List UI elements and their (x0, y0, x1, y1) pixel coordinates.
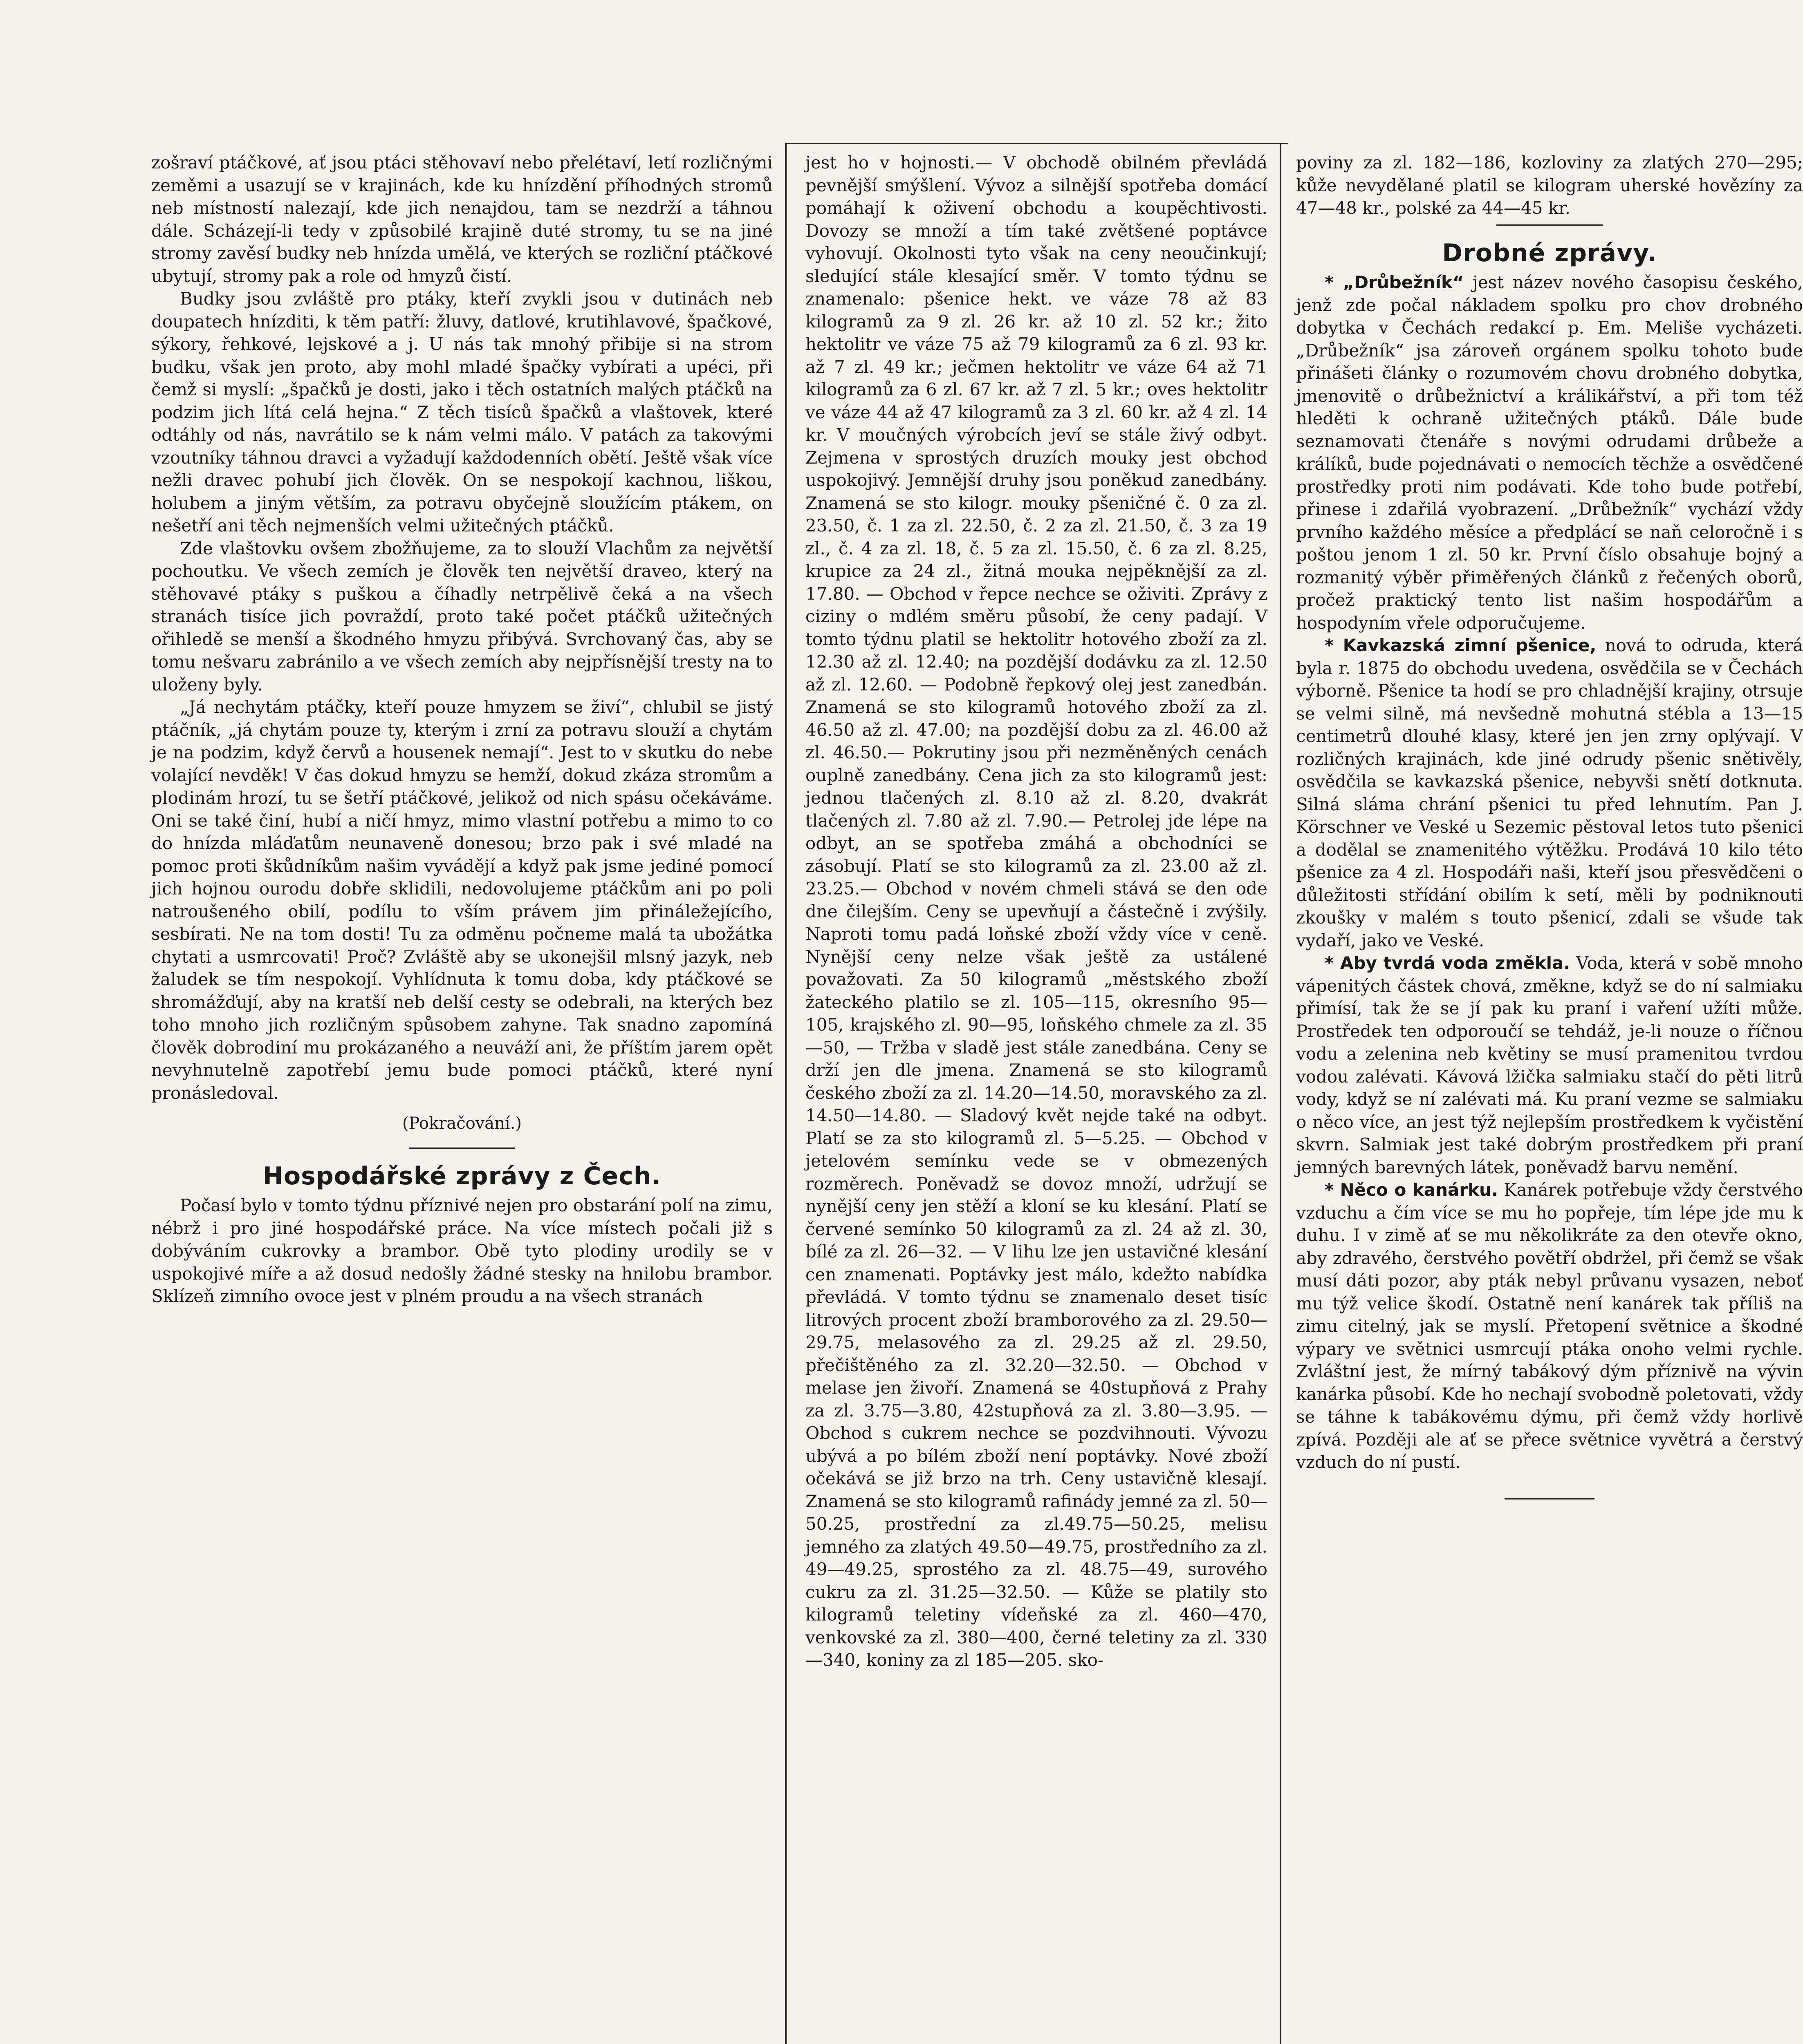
news-item (1296, 1179, 1803, 1474)
column-3 (1296, 151, 1803, 2044)
news-item (1296, 634, 1803, 952)
column-2 (805, 151, 1267, 2044)
paragraph: Budky jsou zvláště pro ptáky, kteří zvykli jsou v dutinách neb doupatech hnízditi, k těm patří: žluvy, datlové, krutihlavové, špačkové, sýkory, řehkové, lejskové a j. U nás tak mnohý přibije si na strom budku, však jen proto, aby mohl mladé špačky vybírati a upéci, při čemž si myslí: „špačků je dosti, jako i těch ostatních malých ptáčků na podzim jich lítá celá hejna.“ Z těch tisíců špačků a vlaštovek, které odtáhly od nás, navrátilo se k nám velmi málo. V patách za takovými vzoutníky táhnou dravci a vyžadují každodenních obětí. Ještě však více nežli dravec pohubí jich člověk. On se nespokojí kachnou, liškou, holubem a jiným větším, za potravu obyčejně sloužícím ptákem, on nešetří ani těch nejmenších velmi užitečných ptáčků. (151, 289, 773, 536)
news-item-title: * Aby tvrdá voda změkla. (1325, 953, 1570, 973)
paragraph: zošraví ptáčkové, ať jsou ptáci stěhovaví nebo přelétaví, letí rozličnými zeměmi a usazují se v krajinách, kde ku hnízdění příhodných stromů neb místností nalezají, kde jich nenajdou, tam se nezdrží a táhnou dále. Scházejí-li tedy v způsobilé krajině duté stromy, tu se na jiné stromy zavěsí budky neb hnízda umělá, ve kterých se rozliční ptáčkové ubytují, stromy pak a role od hmyzů čistí. (151, 152, 773, 286)
news-item (1296, 271, 1803, 634)
paragraph: poviny za zl. 182—186, kozloviny za zlatých 270—295; kůže nevydělané platil se kilogram uherské hovězíny za 47—48 kr., polské za 44—45 kr. (1296, 152, 1803, 218)
column-divider-2 (1280, 143, 1281, 2044)
section-rule (409, 1148, 515, 1149)
news-item-text: jest název nového časopisu českého, jenž zde počal nákladem spolku pro chov drobného dobytka v Čechách redakcí p. Em. Meliše vycházeti. „Drůbežník“ jsa zároveň orgánem spolku tohoto bude přinášeti články o rozumovém chovu drobného dobytka, jmenovitě o drůbežnictví a králikářství, a při tom též hleděti k ochraně užitečných ptáků. Dále bude seznamovati čtenáře s novými odrudami drůbeže a králíků, bude pojednávati o nemocích těchže a osvědčené prostředky proti nim podávati. Kde toho bude potřebí, přinese i zdařilá vyobrazení. „Drůbežník“ vychází vždy prvního každého měsíce a předplácí se naň celoročně i s poštou jenom 1 zl. 50 kr. První číslo obsahuje bojný a rozmanitý výběr přiměřených článků z řečených oborů, pročež praktický tento list našim hospodářům a hospodyním vřele odporučujeme. (1296, 272, 1803, 633)
continued-note: (Pokračování.) (402, 1114, 522, 1133)
section-heading-short-news: Drobné zprávy. (1442, 238, 1657, 267)
news-item (1296, 952, 1803, 1179)
news-item-title: * Něco o kanárku. (1325, 1180, 1498, 1200)
section-rule (1496, 224, 1603, 226)
section-heading-agri-reports: Hospodářské zprávy z Čech. (262, 1161, 662, 1190)
news-item-text: Voda, která v sobě mnoho vápenitých částek chová, změkne, když se do ní salmiaku přimísí, tak že se jí pak ku praní i vaření užíti může. Prostředek ten odporoučí se tehdáž, je-li nouze o říčnou vodu a zelenina neb květiny se musí pramenitou tvrdou vodou zalévati. Kávová lžička salmiaku stačí do pěti litrů vody, když se ní zalévati má. Ku praní vezme se salmiaku o něco více, an jest týž nejlepším prostředkem k vyčistění skvrn. Salmiak jest také dobrým prostředkem při praní jemných barevných látek, poněvadž barvu nemění. (1296, 953, 1803, 1177)
news-item-text: nová to odruda, která byla r. 1875 do obchodu uvedena, osvědčila se v Čechách výborně. Pšenice ta hodí se pro chladnější krajiny, otrsuje se velmi silně, má nevšedně mohutná stébla a 13—15 centimetrů dlouhé klasy, které jen jen zrny oplývají. V rozličných krajinách, kde jiné odrudy pšenic snětivěly, osvědčila se kavkazská pšenice, nebyvši snětí dotknuta. Silná sláma chrání pšenici tu před lehnutím. Pan J. Körschner ve Veské u Sezemic pěstoval letos tuto pšenici a dodělal se znamenitého výtěžku. Prodává 10 kilo této pšenice za 4 zl. Hospodáři naši, kteří jsou přesvědčeni o důležitosti střídání obilím k setí, měli by podniknouti zkoušky v malém s touto pšenicí, zdali se všude tak vydaří, jako ve Veské. (1296, 635, 1803, 950)
end-rule (1505, 1498, 1594, 1499)
paragraph: „Já nechytám ptáčky, kteří pouze hmyzem se živí“, chlubil se jistý ptáčník, „já chytám pouze ty, kterým i zrní za potravu slouží a chytám je na podzim, když červů a housenek nemají“. Jest to v skutku do nebe volající nevděk! V čas dokud hmyzu se hemží, dokud zkáza stromům a plodinám hrozí, tu se šetří ptáčkové, jelikož od nich spásu očekáváme. Oni se také činí, hubí a ničí hmyz, mimo vlastní potřebu a mimo to co do hnízda mláďatům neunaveně donesou; brzo pak i své mladé na pomoc proti škůdníkům našim vyvádějí a když pak jsme jediné pomocí jich hojnou ourodu dobře sklidili, nedovolujeme ptáčkům ani po poli natroušeného obilí, podílu to vším právem jim přináležejícího, sesbírati. Ne na tom dosti! Tu za odměnu počneme malá ta ubožátka chytati a usmrcovati! Proč? Zvláště aby se ukonejšil mlsný jazyk, neb žaludek se tím nespokojí. Vyhlídnuta k tomu doba, kdy ptáčkové se shromážďují, aby na kratší neb delší cesty se odebrali, na kterých bez toho mnoho jich rozličným spůsobem zahyne. Tak snadno zapomíná člověk dobrodiní mu prokázaného a neuváží ani, že příštím jarem opět nevyhnutelně zapotřebí jemu bude pomoci ptáčků, které nyní pronásledoval. (151, 697, 773, 1103)
paragraph: Zde vlaštovku ovšem zbožňujeme, za to slouží Vlachům za největší pochoutku. Ve všech zemích je člověk ten největší draveo, který na stěhovavé ptáky s puškou a číhadly netrpělivě čeká a na všech stranách tisíce jich povraždí, proto také počet ptáčků užitečných ořihledě se menší a škodného hmyzu přibývá. Svrchovaný čas, aby se tomu nešvaru zabránilo a ve všech zemích aby nejpřísnější tresty na to uloženy byly. (151, 538, 773, 695)
column-1 (151, 151, 773, 2044)
paragraph: jest ho v hojnosti.— V obchodě obilném převládá pevnější smýšlení. Vývoz a silnější spotřeba domácí pomáhají k oživení obchodu a koupěchtivosti. Dovozy se množí a tím také zvětšené poptávce vyhovují. Okolnosti tyto však na ceny neoučinkují; sledující stále klesající směr. V tomto týdnu se znamenalo: pšenice hekt. ve váze 78 až 83 kilogramů za 9 zl. 26 kr. až 10 zl. 52 kr.; žito hektolitr ve váze 75 až 79 kilogramů za 6 zl. 93 kr. až 7 zl. 49 kr.; ječmen hektolitr ve váze 64 až 71 kilogramů za 6 zl. 67 kr. až 7 zl. 5 kr.; oves hektolitr ve váze 44 až 47 kilogramů za 3 zl. 60 kr. až 4 zl. 14 kr. V moučných výrobcích jeví se stále živý odbyt. Zejmena v sprostých druzích mouky jest obchod uspokojivý. Jemnější druhy jsou poněkud zanedbány. Znamená se sto kilogr. mouky pšeničné č. 0 za zl. 23.50, č. 1 za zl. 22.50, č. 2 za zl. 21.50, č. 3 za 19 zl., č. 4 za zl. 18, č. 5 za zl. 15.50, č. 6 za zl. 8.25, krupice za 24 zl., žitná mouka nejpěknější za zl. 17.80. — Obchod v řepce nechce se oživiti. Zprávy z ciziny o mdlém směru působí, že ceny padají. V tomto týdnu platil se hektolitr hotového zboží za zl. 12.30 až zl. 12.40; na pozdější dodávku za zl. 12.50 až zl. 12.60. — Podobně řepkový olej jest zanedbán. Znamená se sto kilogramů hotového zboží za zl. 46.50 až zl. 47.00; na pozdější dobu za zl. 46.00 až zl. 46.50.— Pokrutiny jsou při nezměněných cenách ouplně zanedbány. Cena jich za sto kilogramů jest: jednou tlačených zl. 8.10 až zl. 8.20, dvakrát tlačených zl. 7.80 až zl. 7.90.— Petrolej jde lépe na odbyt, an se spotřeba zmáhá a obchodníci se zásobují. Platí se sto kilogramů za zl. 23.00 až zl. 23.25.— Obchod v novém chmeli stává se den ode dne čilejším. Ceny se upevňují a částečně i zvýšily. Naproti tomu padá loňské zboží vždy více v ceně. Nynější ceny nelze však ještě za ustálené považovati. Za 50 kilogramů „městského zboží žateckého platilo se zl. 105—115, okresního 95—105, krajského zl. 90—95, loňského chmele za zl. 35—50, — Tržba v sladě jest stále zanedbána. Ceny se drží jen dle jmena. Znamená se sto kilogramů českého zboží za zl. 14.20—14.50, moravského za zl. 14.50—14.80. — Sladový květ nejde také na odbyt. Platí se za sto kilogramů zl. 5—5.25. — Obchod v jetelovém semínku vede se v obmezených rozměrech. Poněvadž se dovoz množí, udržují se nynější ceny jen stěží a kloní se ku klesání. Platí se červené semínko 50 kilogramů za zl. 24 až zl. 30, bílé za zl. 26—32. — V lihu lze jen ustavičné klesání cen znamenati. Poptávky jest málo, kdežto nabídka převládá. V tomto týdnu se znamenalo deset tisíc litrových procent zboží bramborového za zl. 29.50—29.75, melasového za zl. 29.25 až zl. 29.50, přečištěného za zl. 32.20—32.50. — Obchod v melase jen živoří. Znamená se 40stupňová z Prahy za zl. 3.75—3.80, 42stupňová za zl. 3.80—3.95. — Obchod s cukrem nechce se pozdvihnouti. Vývozu ubývá a po bílém zboží není poptávky. Nové zboží očekává se již brzo na trh. Ceny ustavičně klesají. Znamená se sto kilogramů rafinády jemné za zl. 50—50.25, prostřední za zl.49.75—50.25, melisu jemného za zlatých 49.50—49.75, prostředního za zl. 49—49.25, sprostého za zl. 48.75—49, surového cukru za zl. 31.25—32.50. — Kůže se platily sto kilogramů teletiny vídeňské za zl. 460—470, venkovské za zl. 380—400, černé teletiny za zl. 330—340, koniny za zl 185—205. sko- (805, 152, 1267, 1670)
paragraph: Počasí bylo v tomto týdnu příznivé nejen pro obstarání polí na zimu, nébrž i pro jiné hospodářské práce. Na více místech počali již s dobýváním cukrovky a brambor. Obě tyto plodiny urodily se v uspokojivé míře a až dosud nedošly žádné stesky na hnilobu brambor. Sklízeň zimního ovoce jest v plném proudu a na všech stranách (151, 1195, 773, 1306)
news-item-title: * Kavkazská zimní pšenice, (1325, 635, 1597, 655)
news-item-title: * „Drůbežník“ (1325, 272, 1464, 292)
news-item-text: Kanárek potřebuje vždy čerstvého vzduchu a čím více se mu ho popřeje, tím lépe jde mu k duhu. I v zimě ať se mu několikráte za den otevře okno, aby zdravého, čerstvého povětří obdržel, při čemž se však musí dáti pozor, aby pták nebyl průvanu vysazen, neboť mu týž velice škodí. Ostatně není kanárek tak příliš na zimu citelný, jak se myslí. Přetopení světnice a škodné výpary ve světnici usmrcují ptáka onoho velmi rychle. Zvláštní jest, že mírný tabákový dým příznivě na vývin kanárka působí. Kde ho nechají svobodně poletovati, vždy se táhne k tabákovému dýmu, při čemž vždy horlivě zpívá. Později ale ať se přece světnice vyvětrá a čerstvý vzduch do ní pustí. (1296, 1180, 1803, 1472)
header-rule (785, 143, 1288, 144)
column-divider-1 (785, 143, 787, 2044)
newspaper-page (123, 143, 1803, 2044)
